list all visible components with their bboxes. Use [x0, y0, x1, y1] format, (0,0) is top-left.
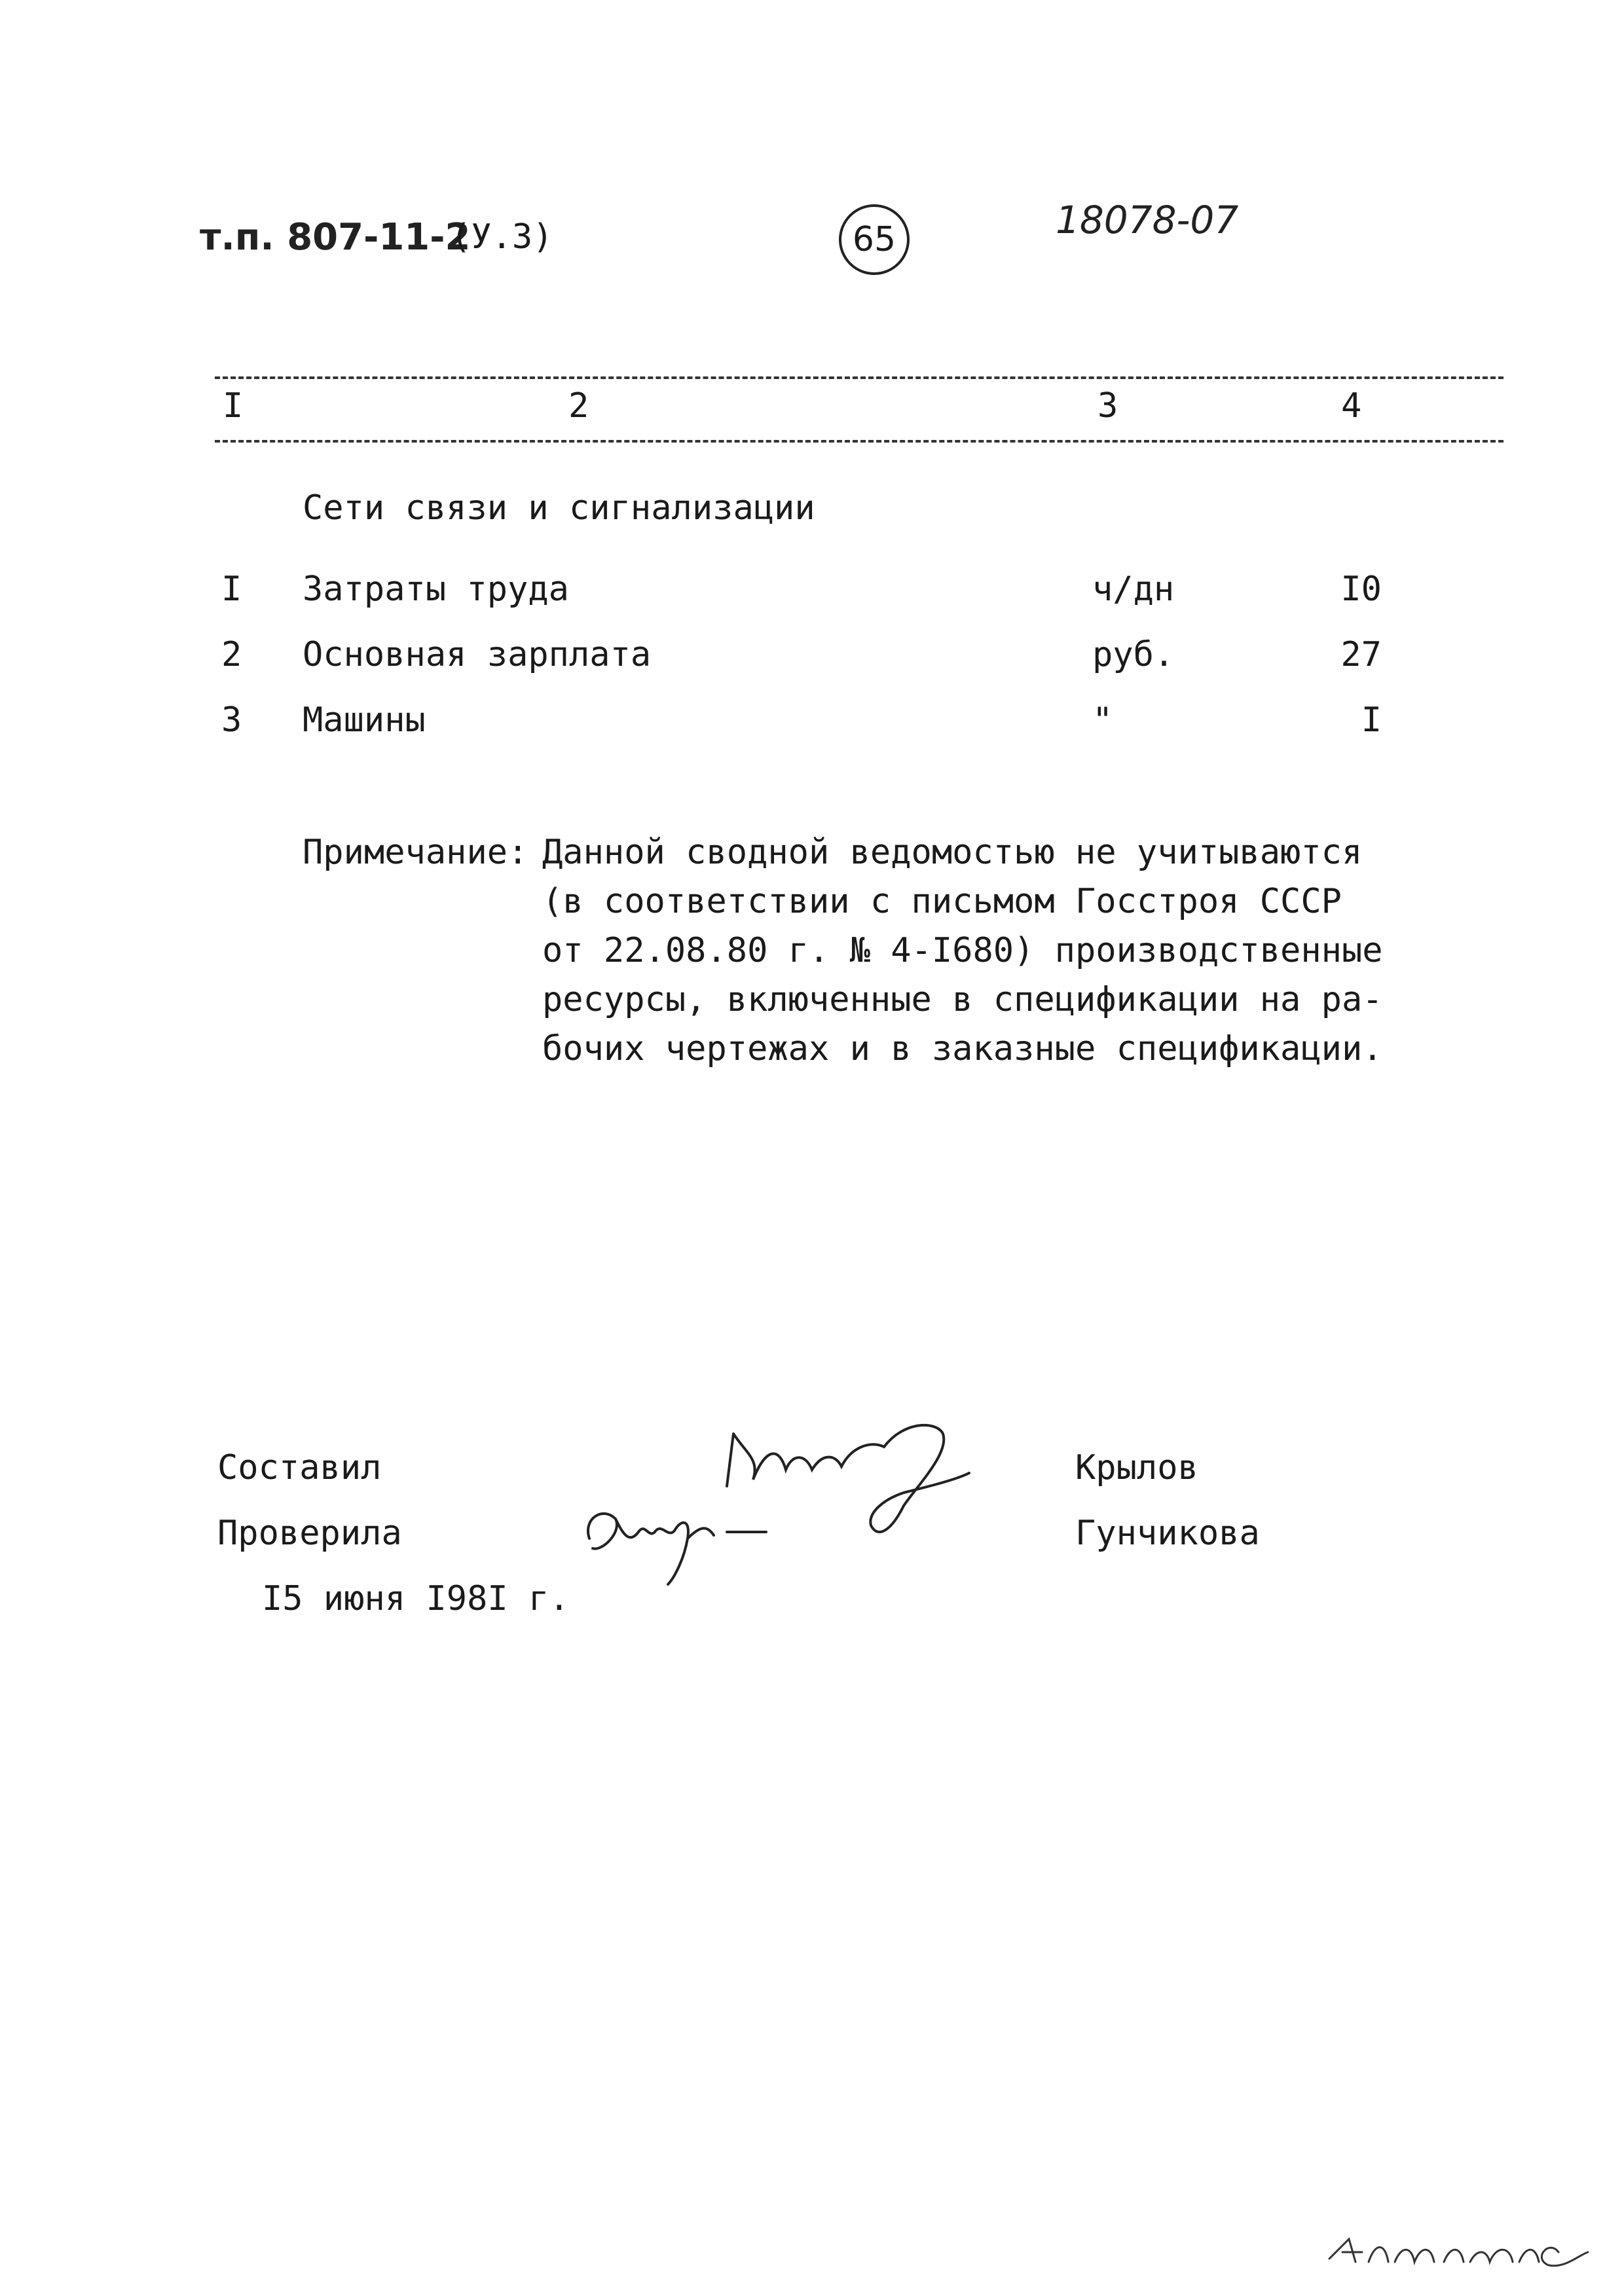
project-code: т.п. 807-11-2 [200, 216, 471, 259]
row-1-value: I0 [1340, 570, 1382, 609]
note-line-5: бочих чертежах и в заказные спецификации. [542, 1029, 1383, 1068]
checked-signature [576, 1486, 792, 1591]
table-top-rule [215, 376, 1504, 379]
checked-by-name: Гунчикова [1075, 1514, 1260, 1553]
column-header-2: 2 [568, 386, 589, 426]
row-2-number: 2 [221, 635, 242, 674]
row-3-number: 3 [221, 701, 242, 740]
document-number: 18078-07 [1056, 198, 1239, 242]
page-number: 65 [852, 220, 896, 259]
row-2-value: 27 [1340, 635, 1382, 674]
note-line-4: ресурсы, включенные в спецификации на ра- [542, 980, 1383, 1019]
row-2-unit: руб. [1092, 635, 1175, 674]
checked-by-label: Проверила [217, 1514, 402, 1553]
page-number-circle [839, 204, 910, 275]
note-line-2: (в соответствии с письмом Госстроя СССР [542, 882, 1342, 921]
row-1-unit: ч/дн [1092, 570, 1175, 609]
footer-stamp-signature [1323, 2226, 1598, 2278]
column-header-4: 4 [1341, 386, 1362, 426]
row-3-unit: " [1092, 701, 1113, 740]
column-header-3: 3 [1098, 386, 1118, 426]
compiled-by-label: Составил [217, 1448, 382, 1487]
table-header-rule [215, 440, 1504, 443]
compiled-by-name: Крылов [1075, 1448, 1198, 1487]
note-line-3: от 22.08.80 г. № 4-I680) производственные [542, 931, 1383, 970]
row-3-name: Машины [303, 701, 426, 740]
column-header-1: I [223, 386, 244, 426]
row-2-name: Основная зарплата [303, 635, 652, 674]
document-date: I5 июня I98I г. [262, 1579, 570, 1618]
volume-label: (У.3) [451, 217, 553, 257]
row-1-number: I [221, 570, 242, 609]
row-1-name: Затраты труда [303, 570, 569, 609]
row-3-value: I [1361, 701, 1382, 740]
note-label: Примечание: [303, 833, 528, 872]
note-line-1: Данной сводной ведомостью не учитываются [542, 833, 1363, 872]
section-title: Сети связи и сигнализации [303, 488, 815, 528]
